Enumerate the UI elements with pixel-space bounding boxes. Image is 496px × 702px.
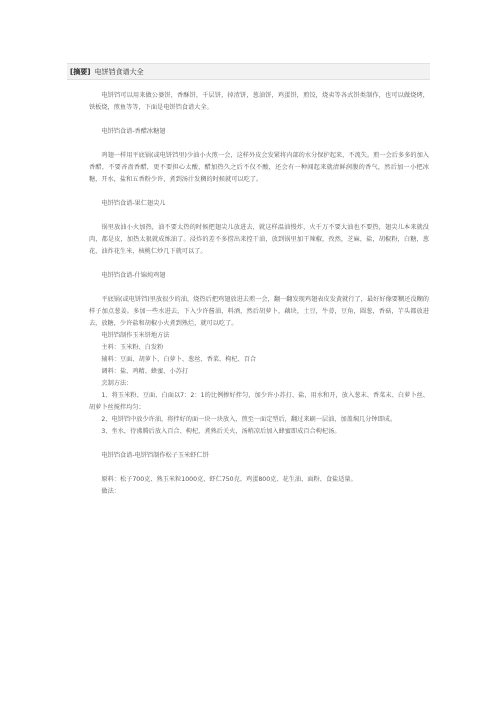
recipe5-ingredients: 原料：松子700克、熟玉米粒1000克、虾仁750克、鸡蛋800克、花生油、面粉、食盐适量。 bbox=[101, 476, 357, 483]
recipe4-method-label: 烹制方法： bbox=[101, 380, 133, 387]
recipe1-body: 鸡翅一样用平底锅(或电饼铛里)少油小火煎一会，这样外皮会发紧将内部的水分保护起来，不流失。煎一会后多多的加入香醋，不要吝啬香醋，更不要担心太酸，醋加热久之后不仅不酸，还会有一种闻起来就清鲜润腹的香气，然后加一小把冰糖，开水，盐和五香粉少许，煮到汤汁发稠的时候就可以吃了。 bbox=[89, 152, 429, 183]
recipe4-step-1: 1、将玉米粉、豆面、白面以7：2：1的比例掺好拌匀，加少许小苏打、盐，用水和开，放入葱末、香菜末、白萝卜丝、胡萝卜丝搅拌均匀； bbox=[89, 392, 429, 411]
recipe4-aux: 辅料：豆面、胡萝卜、白萝卜、葱丝、香菜、枸杞、百合 bbox=[101, 356, 257, 363]
recipe4-season: 调料：盐、鸡精、蜂蜜、小苏打 bbox=[101, 368, 189, 375]
recipe2-title: 电饼铛食谱-果仁翅尖儿 bbox=[101, 200, 166, 207]
recipe2-body: 锅里放油小火加热，油不要太热的时候把翅尖儿放进去，就这样温油慢炸，火千万不要大油也不要热，翅尖儿本来就没肉，都是皮，加热太狠就成炼油了。浸炸的差不多捞出来控干油，放到锅里加干辣椒，孜然，芝麻，盐，胡椒粉，白糖，葱花，油炸花生米，核桃仁炒几下就可以了。 bbox=[89, 224, 429, 255]
abstract-header bbox=[67, 63, 430, 80]
recipe1-title: 电饼铛食谱-香醋冰糖翅 bbox=[101, 128, 166, 135]
recipe4-main: 主料：玉米粉、白发粉 bbox=[101, 344, 164, 351]
recipe3-body: 平底锅(或电饼铛)里放很少的油，烧热后把鸡翅放进去煎一会，翻一翻发现鸡翅表皮发黄就行了，最好好像要糊还没糊的样子加点葱姜。多加一些水进去，下入少许酱油，料酒，然后胡萝卜，藕块，土豆，牛蒡，豆角，圆葱，香菇，芋头都放进去，放糖，少许盐和胡椒小火煮到熟烂，就可以吃了。 bbox=[89, 296, 429, 327]
recipe4-step-3: 3、坐水，待沸腾后放入百合、枸杞，煮熟后关火，汤稍凉后加入蜂蜜即成百合枸杞汤。 bbox=[101, 428, 341, 435]
abstract-text: 电饼铛食谱大全 bbox=[94, 68, 144, 76]
recipe3-title: 电饼铛食谱-什锦炖鸡翅 bbox=[101, 272, 166, 279]
recipe4-title: 电饼铛制作玉米饼地方法 bbox=[101, 332, 170, 339]
intro-paragraph: 电饼铛可以用来做公婆饼，香酥饼，千层饼，掉渣饼，葱油饼，鸡蛋饼，煎饺，烧卖等各式饼类制作，也可以做烧烤，铁板烧，煎鱼等等，下面是电饼铛食谱大全。 bbox=[89, 92, 429, 111]
recipe5-method-label: 做法： bbox=[101, 488, 120, 495]
abstract-tag: [摘要] bbox=[70, 68, 91, 76]
recipe5-title: 电饼铛食谱-电饼铛制作松子玉米虾仁饼 bbox=[101, 452, 209, 459]
recipe4-step-2: 2、电饼铛中放少许油，将拌好的面一块一块放入，煎至一面定型后，翻过来刷一层油，加盖焖几分钟即成。 bbox=[101, 416, 397, 423]
article-body bbox=[89, 90, 429, 498]
